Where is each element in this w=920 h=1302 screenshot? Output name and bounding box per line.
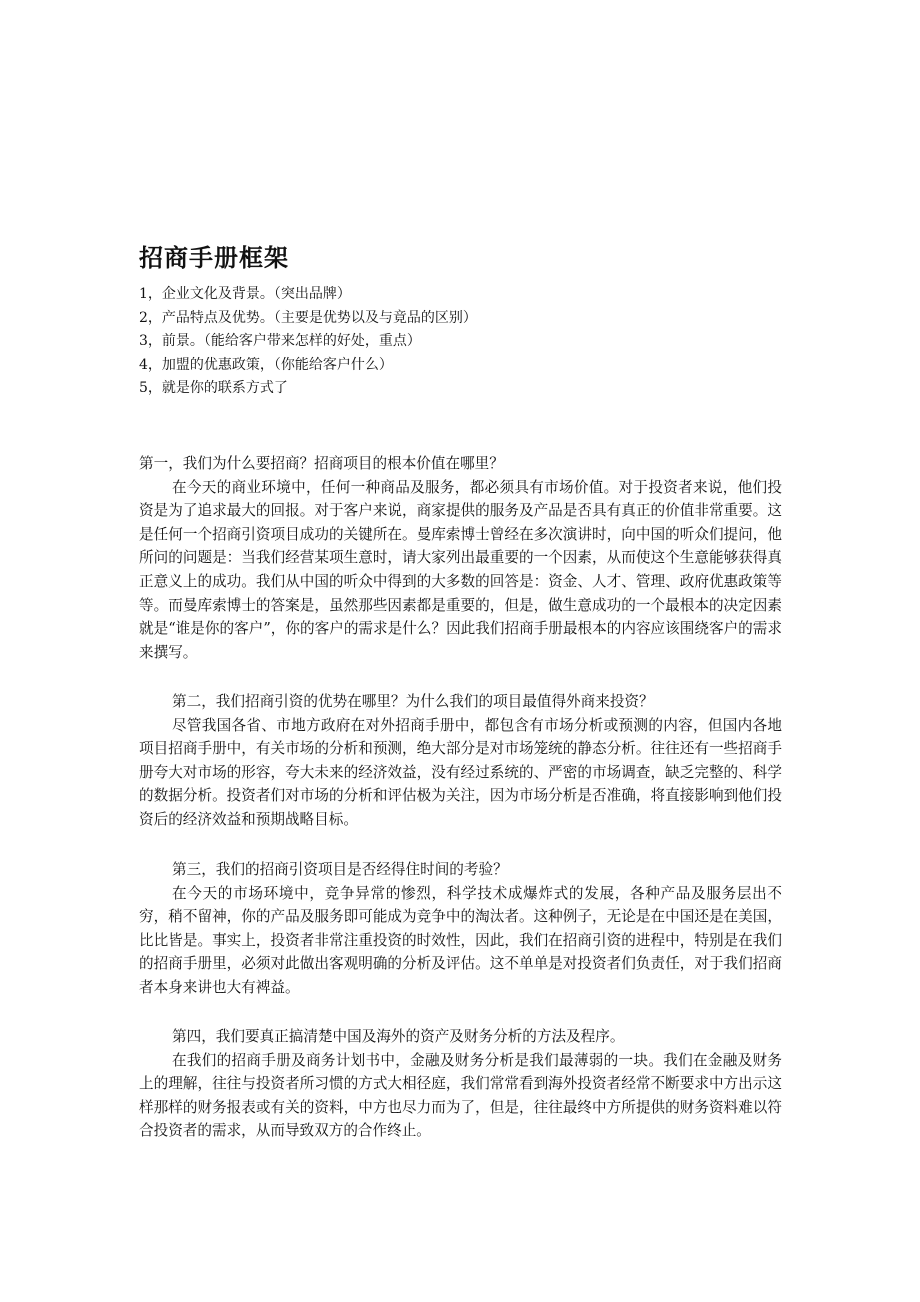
outline-item: 4，加盟的优惠政策，（你能给客户什么）	[139, 356, 393, 373]
section-1	[139, 452, 782, 664]
outline-item: 3，前景。（能给客户带来怎样的好处，重点）	[139, 333, 421, 349]
section-heading: 第三，我们的招商引资项目是否经得住时间的考验？	[172, 861, 508, 878]
section-body: 在我们的招商手册及商务计划书中，金融及财务分析是我们最薄弱的一块。我们在金融及财务上的理解，往往与投资者所习惯的方式大相径庭，我们常常看到海外投资者经常不断要求中方出示这样那样的财务报表或有关的资料，中方也尽力而为了，但是，往往最终中方所提供的财务资料难以符合投资者的需求，从而导致双方的合作终止。	[139, 1051, 782, 1140]
section-heading: 第四，我们要真正搞清楚中国及海外的资产及财务分析的方法及程序。	[172, 1028, 625, 1045]
outline-item: 5，就是你的联系方式了	[139, 380, 288, 396]
section-4	[139, 1025, 782, 1143]
section-body: 在今天的市场环境中，竞争异常的惨烈，科学技术成爆炸式的发展，各种产品及服务层出不穷，稍不留神，你的产品及服务即可能成为竞争中的淘汰者。这种例子，无论是在中国还是在美国，比比皆是。事实上，投资者非常注重投资的时效性，因此，我们在招商引资的进程中，特别是在我们的招商手册里，必须对此做出客观明确的分析及评估。这不单单是对投资者们负责任，对于我们招商者本身来讲也大有裨益。	[139, 884, 782, 996]
section-3	[139, 858, 782, 1000]
section-2	[139, 690, 782, 832]
section-heading: 第二，我们招商引资的优势在哪里？为什么我们的项目最值得外商来投资？	[172, 693, 654, 710]
section-body: 尽管我国各省、市地方政府在对外招商手册中，都包含有市场分析或预测的内容，但国内各地项目招商手册中，有关市场的分析和预测，绝大部分是对市场笼统的静态分析。往往还有一些招商手册夸大对市场的形容，夸大未来的经济效益，没有经过系统的、严密的市场调查，缺乏完整的、科学的数据分析。投资者们对市场的分析和评估极为关注，因为市场分析是否准确，将直接影响到他们投资后的经济效益和预期战略目标。	[139, 716, 782, 828]
section-heading: 第一，我们为什么要招商？招商项目的根本价值在哪里？	[139, 455, 504, 472]
outline-item: 1，企业文化及背景。（突出品牌）	[139, 286, 351, 302]
document-title: 招商手册框架	[139, 244, 289, 272]
outline-item: 2，产品特点及优势。（主要是优势以及与竟品的区别）	[139, 309, 477, 326]
outline-list	[139, 283, 789, 401]
section-body: 在今天的商业环境中，任何一种商品及服务，都必须具有市场价值。对于投资者来说，他们投资是为了追求最大的回报。对于客户来说，商家提供的服务及产品是否具有真正的价值非常重要。这是任何一个招商引资项目成功的关键所在。曼库索博士曾经在多次演讲时，向中国的听众们提问，他所问的问题是：当我们经营某项生意时，请大家列出最重要的一个因素，从而使这个生意能够获得真正意义上的成功。我们从中国的听众中得到的大多数的回答是：资金、人才、管理、政府优惠政策等等。而曼库索博士的答案是，虽然那些因素都是重要的，但是，做生意成功的一个最根本的决定因素就是“谁是你的客户”，你的客户的需求是什么？因此我们招商手册最根本的内容应该围绕客户的需求来撰写。	[139, 478, 782, 661]
